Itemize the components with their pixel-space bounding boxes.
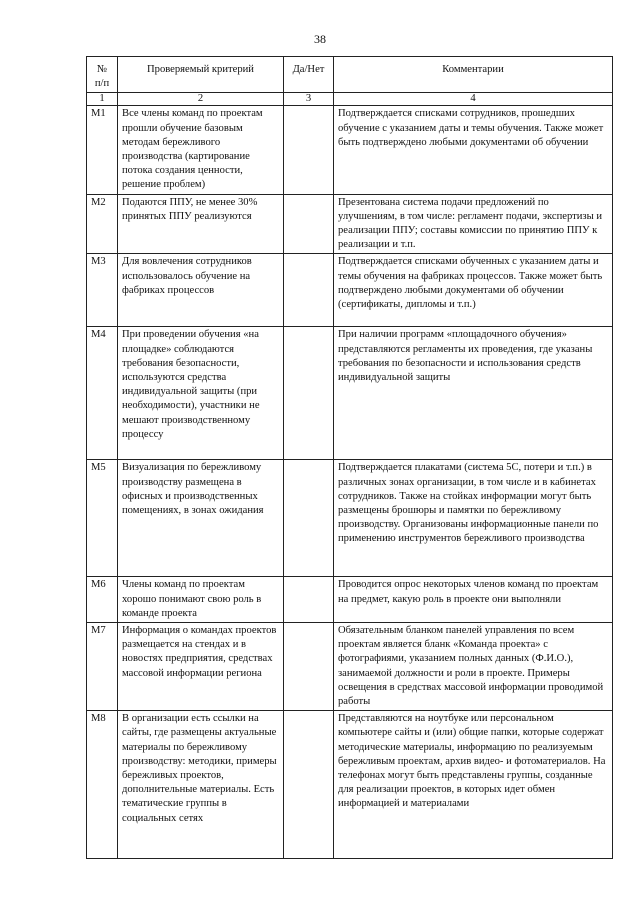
row-criterion: Все члены команд по проектам прошли обучение базовым методам бережливого производства (картирование потока создания ценности, решение проблем) (118, 106, 284, 194)
row-comment: При наличии программ «площадочного обучения» представляются регламенты их проведения, где указаны требования по безопасности и использования средств индивидуальной защиты (334, 327, 613, 460)
table-row (87, 460, 613, 577)
table-row (87, 577, 613, 623)
row-yes-no (284, 577, 334, 623)
row-criterion: Члены команд по проектам хорошо понимают свою роль в команде проекта (118, 577, 284, 623)
row-code: М8 (87, 711, 118, 859)
row-code: М2 (87, 194, 118, 254)
row-comment: Проводится опрос некоторых членов команд по проектам на предмет, какую роль в проекте они выполняли (334, 577, 613, 623)
row-code: М3 (87, 254, 118, 327)
index-cell: 4 (334, 93, 613, 106)
row-criterion: Подаются ППУ, не менее 30% принятых ППУ реализуются (118, 194, 284, 254)
row-criterion: Для вовлечения сотрудников использовалось обучение на фабриках процессов (118, 254, 284, 327)
table-index-row (87, 93, 613, 106)
row-comment: Представляются на ноутбуке или персональном компьютере сайты и (или) общие папки, которые содержат методические материалы, информацию по реализуемым бережливым проектам, архив видео- и фотоматериалов. На телефонах могут быть представлены группы, созданные для реализации проектов, в которых идет обмен информацией и материалами (334, 711, 613, 859)
row-criterion: В организации есть ссылки на сайты, где размещены актуальные материалы по бережливому производству: методики, примеры бережливых проектов, дополнительные материалы. Есть тематические группы в социальных сетях (118, 711, 284, 859)
row-code: М7 (87, 623, 118, 711)
row-yes-no (284, 254, 334, 327)
row-criterion: Информация о командах проектов размещается на стендах и в новостях предприятия, средствах массовой информации региона (118, 623, 284, 711)
row-comment: Подтверждается списками обученных с указанием даты и темы обучения на фабриках процессов. Также может быть подтверждено любыми документами об обучении (сертификаты, дипломы и т.п.) (334, 254, 613, 327)
page-number: 38 (314, 32, 326, 46)
header-criterion: Проверяемый критерий (118, 57, 284, 93)
table-row (87, 106, 613, 194)
row-yes-no (284, 194, 334, 254)
index-cell: 1 (87, 93, 118, 106)
table-row (87, 623, 613, 711)
row-yes-no (284, 711, 334, 859)
row-criterion: При проведении обучения «на площадке» соблюдаются требования безопасности, используются средства индивидуальной защиты (при необходимости), участники не мешают производственному процессу (118, 327, 284, 460)
row-yes-no (284, 623, 334, 711)
header-comments: Комментарии (334, 57, 613, 93)
row-code: М5 (87, 460, 118, 577)
table-row (87, 327, 613, 460)
index-cell: 2 (118, 93, 284, 106)
row-yes-no (284, 460, 334, 577)
row-code: М4 (87, 327, 118, 460)
row-comment: Обязательным бланком панелей управления по всем проектам является бланк «Команда проекта» с фотографиями, указанием полных данных (Ф.И.О.), занимаемой должности и роли в проекте. Примеры освещения в средствах массовой информации проводимой работы (334, 623, 613, 711)
table-row (87, 194, 613, 254)
header-number: № п/п (87, 57, 118, 93)
index-cell: 3 (284, 93, 334, 106)
table-row (87, 711, 613, 859)
row-code: М6 (87, 577, 118, 623)
table-header-row (87, 57, 613, 93)
header-yes-no: Да/Нет (284, 57, 334, 93)
row-comment: Подтверждается списками сотрудников, прошедших обучение с указанием даты и темы обучения. Также может быть подтверждено любыми документами об обучении (334, 106, 613, 194)
row-yes-no (284, 327, 334, 460)
criteria-table (86, 56, 613, 859)
row-yes-no (284, 106, 334, 194)
row-comment: Презентована система подачи предложений по улучшениям, в том числе: регламент подачи, экспертизы и реализации ППУ; составы комиссии по принятию ППУ к реализации и т.п. (334, 194, 613, 254)
row-code: М1 (87, 106, 118, 194)
row-criterion: Визуализация по бережливому производству размещена в офисных и производственных помещениях, в зонах ожидания (118, 460, 284, 577)
table-row (87, 254, 613, 327)
row-comment: Подтверждается плакатами (система 5С, потери и т.п.) в различных зонах организации, в том числе и в кабинетах сотрудников. Также на стойках информации могут быть размещены брошюры и памятки по бережливому производству. Организованы информационные панели по применению инструментов бережливого производства (334, 460, 613, 577)
